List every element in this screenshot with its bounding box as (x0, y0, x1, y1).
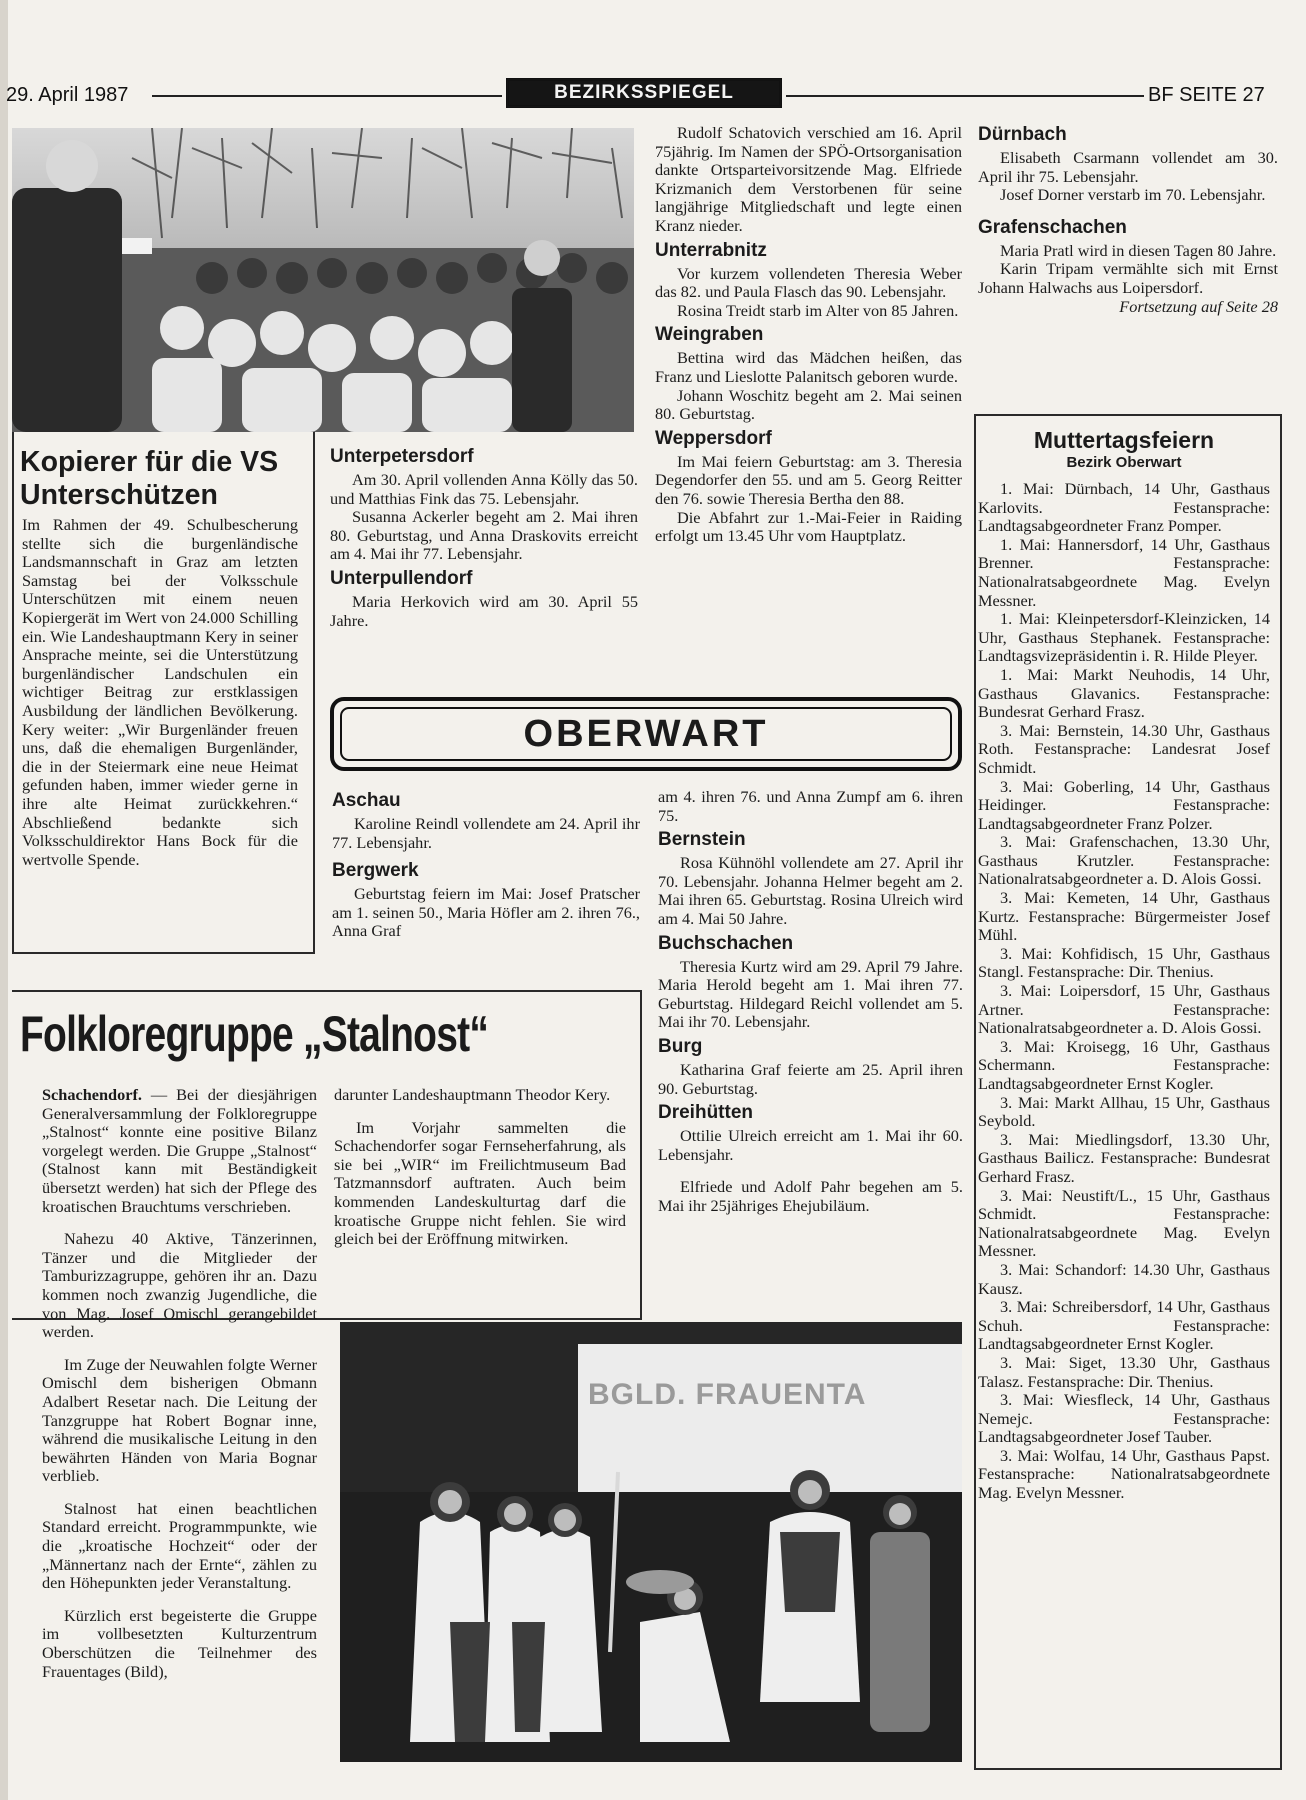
text-burg: Katharina Graf feierte am 25. April ihren 90. Geburtstag. (658, 1059, 963, 1098)
event-item: 1. Mai: Kleinpetersdorf-Kleinzicken, 14 Uhr, Gasthaus Stephanek. Festansprache: Landtagsvizepräsidentin i. R. Hilde Pleyer. (978, 609, 1270, 666)
heading-duernbach: Dürnbach (978, 124, 1067, 145)
heading-grafenschachen: Grafenschachen (978, 216, 1127, 238)
banner-sign-text: BGLD. FRAUENTA (588, 1378, 867, 1411)
text-unterpullendorf: Maria Herkovich wird am 30. April 55 Jahre. (330, 591, 638, 630)
text-buchschachen: Theresia Kurtz wird am 29. April 79 Jahre. Maria Herold begeht am 1. Mai ihren 77. Geburtstag. Hildegard Reichl vollendet am 5. Mai ihr 70. Lebensjahr. (658, 956, 963, 1032)
event-item: 3. Mai: Markt Allhau, 15 Uhr, Gasthaus Seybold. (978, 1092, 1270, 1131)
heading-weingraben: Weingraben (655, 324, 764, 346)
kopierer-body (22, 516, 298, 869)
oberwart-banner (330, 697, 962, 771)
event-item: 3. Mai: Kohfidisch, 15 Uhr, Gasthaus Stangl. Festansprache: Dir. Thenius. (978, 943, 1270, 982)
heading-bernstein: Bernstein (658, 829, 746, 851)
crowd-photo-image (12, 128, 634, 432)
event-item: 1. Mai: Hannersdorf, 14 Uhr, Gasthaus Brenner. Festansprache: Nationalratsabgeordnete Mag. Evelyn Messner. (978, 534, 1270, 610)
text-grafenschachen-1: Maria Pratl wird in diesen Tagen 80 Jahre. (1000, 240, 1277, 260)
heading-burg: Burg (658, 1035, 703, 1057)
heading-bergwerk: Bergwerk (332, 860, 419, 882)
muttertag-title: Muttertagsfeiern (1033, 427, 1215, 453)
text-bernstein: Rosa Kühnöhl vollendete am 27. April ihr 70. Lebensjahr. Johanna Helmer begeht am 2. Mai ihren 65. Geburtstag. Rosina Ulreich wird am 4. Mai 50 Jahre. (658, 853, 963, 928)
event-item: 3. Mai: Bernstein, 14.30 Uhr, Gasthaus Roth. Festansprache: Landesrat Josef Schmidt. (978, 720, 1270, 777)
text-grafenschachen-2: Karin Tripam vermählte sich mit Ernst Johann Halwachs aus Loipersdorf. (978, 259, 1278, 297)
muttertag-list (978, 480, 1270, 1503)
text-bergwerk: Geburtstag feiern im Mai: Josef Pratscher am 1. seinen 50., Maria Höfler am 2. ihren 76., Anna Graf (332, 884, 640, 941)
folklore-column-right (334, 1086, 626, 1249)
heading-buchschachen: Buchschachen (658, 932, 794, 954)
heading-weppersdorf: Weppersdorf (655, 427, 772, 449)
event-item: 3. Mai: Neustift/L., 15 Uhr, Gasthaus Schmidt. Festansprache: Nationalratsabgeordnete Mag. Evelyn Messner. (978, 1185, 1270, 1261)
oberwart-column-right (658, 788, 963, 1216)
event-item: 3. Mai: Siget, 13.30 Uhr, Gasthaus Talasz. Festansprache: Dir. Thenius. (978, 1352, 1270, 1391)
event-item: 3. Mai: Goberling, 14 Uhr, Gasthaus Heidinger. Festansprache: Landtagsabgeordneter Franz Polzer. (978, 776, 1270, 833)
text-dreihuetten-2: Elfriede und Adolf Pahr begehen am 5. Mai ihr 25jähriges Ehejubiläum. (658, 1177, 963, 1215)
event-item: 3. Mai: Schandorf: 14.30 Uhr, Gasthaus Kausz. (978, 1259, 1270, 1298)
event-item: 3. Mai: Kroisegg, 16 Uhr, Gasthaus Schermann. Festansprache: Landtagsabgeordneter Ernst Kogler. (978, 1036, 1270, 1093)
header-rule-right (786, 95, 1144, 97)
heading-unterpetersdorf: Unterpetersdorf (330, 446, 474, 467)
text-duernbach-2: Josef Dorner verstarb im 70. Lebensjahr. (1000, 185, 1266, 205)
column-right-top (655, 124, 962, 546)
event-item: 3. Mai: Miedlingsdorf, 13.30 Uhr, Gasthaus Bailicz. Festansprache: Bundesrat Gerhard Frasz. (978, 1129, 1270, 1186)
muttertag-column (978, 426, 1270, 1503)
folklore-text-5: Kürzlich erst begeisterte die Gruppe im vollbesetzten Kulturzentrum Oberschützen die Teilnehmer des Frauentages (Bild), (42, 1605, 317, 1681)
event-item: 3. Mai: Wiesfleck, 14 Uhr, Gasthaus Nemejc. Festansprache: Landtagsabgeordneter Josef Tauber. (978, 1390, 1270, 1447)
heading-unterpullendorf: Unterpullendorf (330, 567, 473, 589)
text-weingraben-1: Bettina wird das Mädchen heißen, das Franz und Lieslotte Palanitsch geboren wurde. (655, 348, 962, 386)
crowd-photo (12, 128, 634, 432)
text-weingraben-2: Johann Woschitz begeht am 2. Mai seinen 80. Geburtstag. (655, 385, 962, 424)
folklore-text-2: Nahezu 40 Aktive, Tänzerinnen, Tänzer und die Mitglieder der Tamburizzagruppe, gehören ihr an. Dazu kommen noch zwanzig Jugendliche, die von Mag. Josef Omischl gerangebildet werden. (42, 1229, 317, 1342)
heading-aschau: Aschau (332, 790, 401, 811)
oberwart-banner-title: OBERWART (340, 707, 952, 761)
text-weppersdorf-2: Die Abfahrt zur 1.-Mai-Feier in Raiding erfolgt um 13.45 Uhr vom Hauptplatz. (655, 507, 962, 546)
text-aschau: Karoline Reindl vollendete am 24. April ihr 77. Lebensjahr. (332, 814, 640, 852)
folklore-column-left (42, 1086, 317, 1681)
section-badge: BEZIRKSSPIEGEL (506, 78, 782, 108)
folklore-text-1: — Bei der diesjährigen Generalversammlung der Folkloregruppe „Stalnost“ konnte eine positive Bilanz vorgelegt werden. Die Gruppe „Stalnost“ (Stalnost kann mit Beständigkeit übersetzt werden) hat sich der Pflege des kroatischen Brauchtums verschrieben. (42, 1085, 317, 1216)
text-schatovich: Rudolf Schatovich verschied am 16. April 75jährig. Im Namen der SPÖ-Ortsorganisation dankte Ortsparteivorsitzende Mag. Elfriede Krizmanich dem Verstorbenen für seine langjährige Mitgliedschaft und legte einen Kranz nieder. (655, 123, 962, 235)
event-item: 1. Mai: Markt Neuhodis, 14 Uhr, Gasthaus Glavanics. Festansprache: Bundesrat Gerhard Frasz. (978, 664, 1270, 722)
event-item: 3. Mai: Grafenschachen, 13.30 Uhr, Gasthaus Krutzler. Festansprache: Nationalratsabgeordneter a. D. Alois Gossi. (978, 832, 1270, 889)
page-edge (0, 0, 8, 1800)
folklore-text-4: Stalnost hat einen beachtlichen Standard erreicht. Programmpunkte, wie die „kroatische Hochzeit“ oder der „Männertanz nach der Ernte“, zählen zu den Höhepunkten jeder Veranstaltung. (42, 1498, 317, 1593)
event-item: 1. Mai: Dürnbach, 14 Uhr, Gasthaus Karlovits. Festansprache: Landtagsabgeordneter Franz Pomper. (978, 479, 1270, 536)
folklore-text-6: darunter Landeshauptmann Theodor Kery. (334, 1085, 611, 1104)
text-unterrabnitz-2: Rosina Treidt starb im Alter von 85 Jahren. (677, 300, 959, 320)
text-unterpetersdorf-2: Susanna Ackerler begeht am 2. Mai ihren 80. Geburtstag, und Anna Draskovits erreicht am 4. Mai ihr 77. Lebensjahr. (330, 507, 638, 564)
column-mid-top (330, 442, 638, 630)
folklore-headline: Folkloregruppe „Stalnost“ (20, 1006, 489, 1062)
text-weppersdorf-1: Im Mai feiern Geburtstag: am 3. Theresia Degendorfer den 55. und am 5. Georg Reitter den 76. sowie Theresia Bertha den 88. (655, 451, 962, 508)
dancers-photo (340, 1322, 962, 1762)
text-bergwerk-cont: am 4. ihren 76. und Anna Zumpf am 6. ihren 75. (658, 787, 963, 825)
folklore-text-3: Im Zuge der Neuwahlen folgte Werner Omischl dem bisherigen Obmann Adalbert Resetar nach. Die Leitung der Tanzgruppe hat Robert Bognar inne, während die musikalische Leitung in den bewährten Händen von Maria Bognar verblieb. (42, 1354, 317, 1486)
text-unterpetersdorf-1: Am 30. April vollenden Anna Kölly das 50. und Matthias Fink das 75. Lebensjahr. (330, 470, 638, 508)
heading-unterrabnitz: Unterrabnitz (655, 239, 767, 261)
event-item: 3. Mai: Schreibersdorf, 14 Uhr, Gasthaus Schuh. Festansprache: Landtagsabgeordneter Ernst Kogler. (978, 1297, 1270, 1354)
heading-dreihuetten: Dreihütten (658, 1102, 753, 1124)
folklore-dateline: Schachendorf. (42, 1085, 142, 1104)
page-number: BF SEITE 27 (1148, 84, 1265, 106)
muttertag-subtitle: Bezirk Oberwart (1066, 454, 1182, 471)
kopierer-headline: Kopierer für die VS Unterschützen (20, 446, 279, 511)
event-item: 3. Mai: Kemeten, 14 Uhr, Gasthaus Kurtz. Festansprache: Bürgermeister Josef Mühl. (978, 888, 1270, 945)
event-item: 3. Mai: Wolfau, 14 Uhr, Gasthaus Papst. Festansprache: Nationalratsabgeordnete Mag. Evelyn Messner. (978, 1445, 1270, 1503)
header-rule-left (152, 95, 502, 97)
kopierer-text: Im Rahmen der 49. Schulbescherung stellte sich die burgenländische Landsmannschaft in Graz am letzten Samstag bei der Volksschule Unterschützen mit einem neuen Kopiergerät im Wert von 24.000 Schilling ein. Wie Landeshauptmann Kery in seiner Ansprache meinte, sei die Unterstützung burgenländischer Landschulen ein wichtiger Beitrag zur erstklassigen Ausbildung der ländlichen Bevölkerung. Kery weiter: „Wir Burgenländer freuen uns, daß die ehemaligen Burgenländer, die in der Steiermark eine neue Heimat gefunden haben, immer wieder gerne in ihre alte Heimat zurückkehren.“ Abschließend bedankte sich Volksschuldirektor Hans Bock für die wertvolle Spende. (22, 515, 298, 869)
text-duernbach-1: Elisabeth Csarmann vollendet am 30. April ihr 75. Lebensjahr. (978, 148, 1278, 186)
issue-date: 29. April 1987 (6, 84, 129, 106)
folklore-text-7: Im Vorjahr sammelten die Schachendorfer sogar Fernseherfahrung, als sie bei „WIR“ im Freilichtmuseum Bad Tatzmannsdorf auftraten. Auch beim kommenden Landeskulturtag darf die kroatische Gruppe nicht fehlen. Sie wird gleich bei der Eröffnung mitwirken. (334, 1117, 626, 1249)
text-unterrabnitz-1: Vor kurzem vollendeten Theresia Weber das 82. und Paula Flasch das 90. Lebensjahr. (655, 263, 962, 302)
continuation-note: Fortsetzung auf Seite 28 (1119, 296, 1278, 316)
oberwart-column-left (332, 786, 640, 941)
column-far-top (978, 124, 1278, 316)
event-item: 3. Mai: Loipersdorf, 15 Uhr, Gasthaus Artner. Festansprache: Nationalratsabgeordneter a. D. Alois Gossi. (978, 981, 1270, 1038)
text-dreihuetten-1: Ottilie Ulreich erreicht am 1. Mai ihr 60. Lebensjahr. (658, 1126, 963, 1164)
